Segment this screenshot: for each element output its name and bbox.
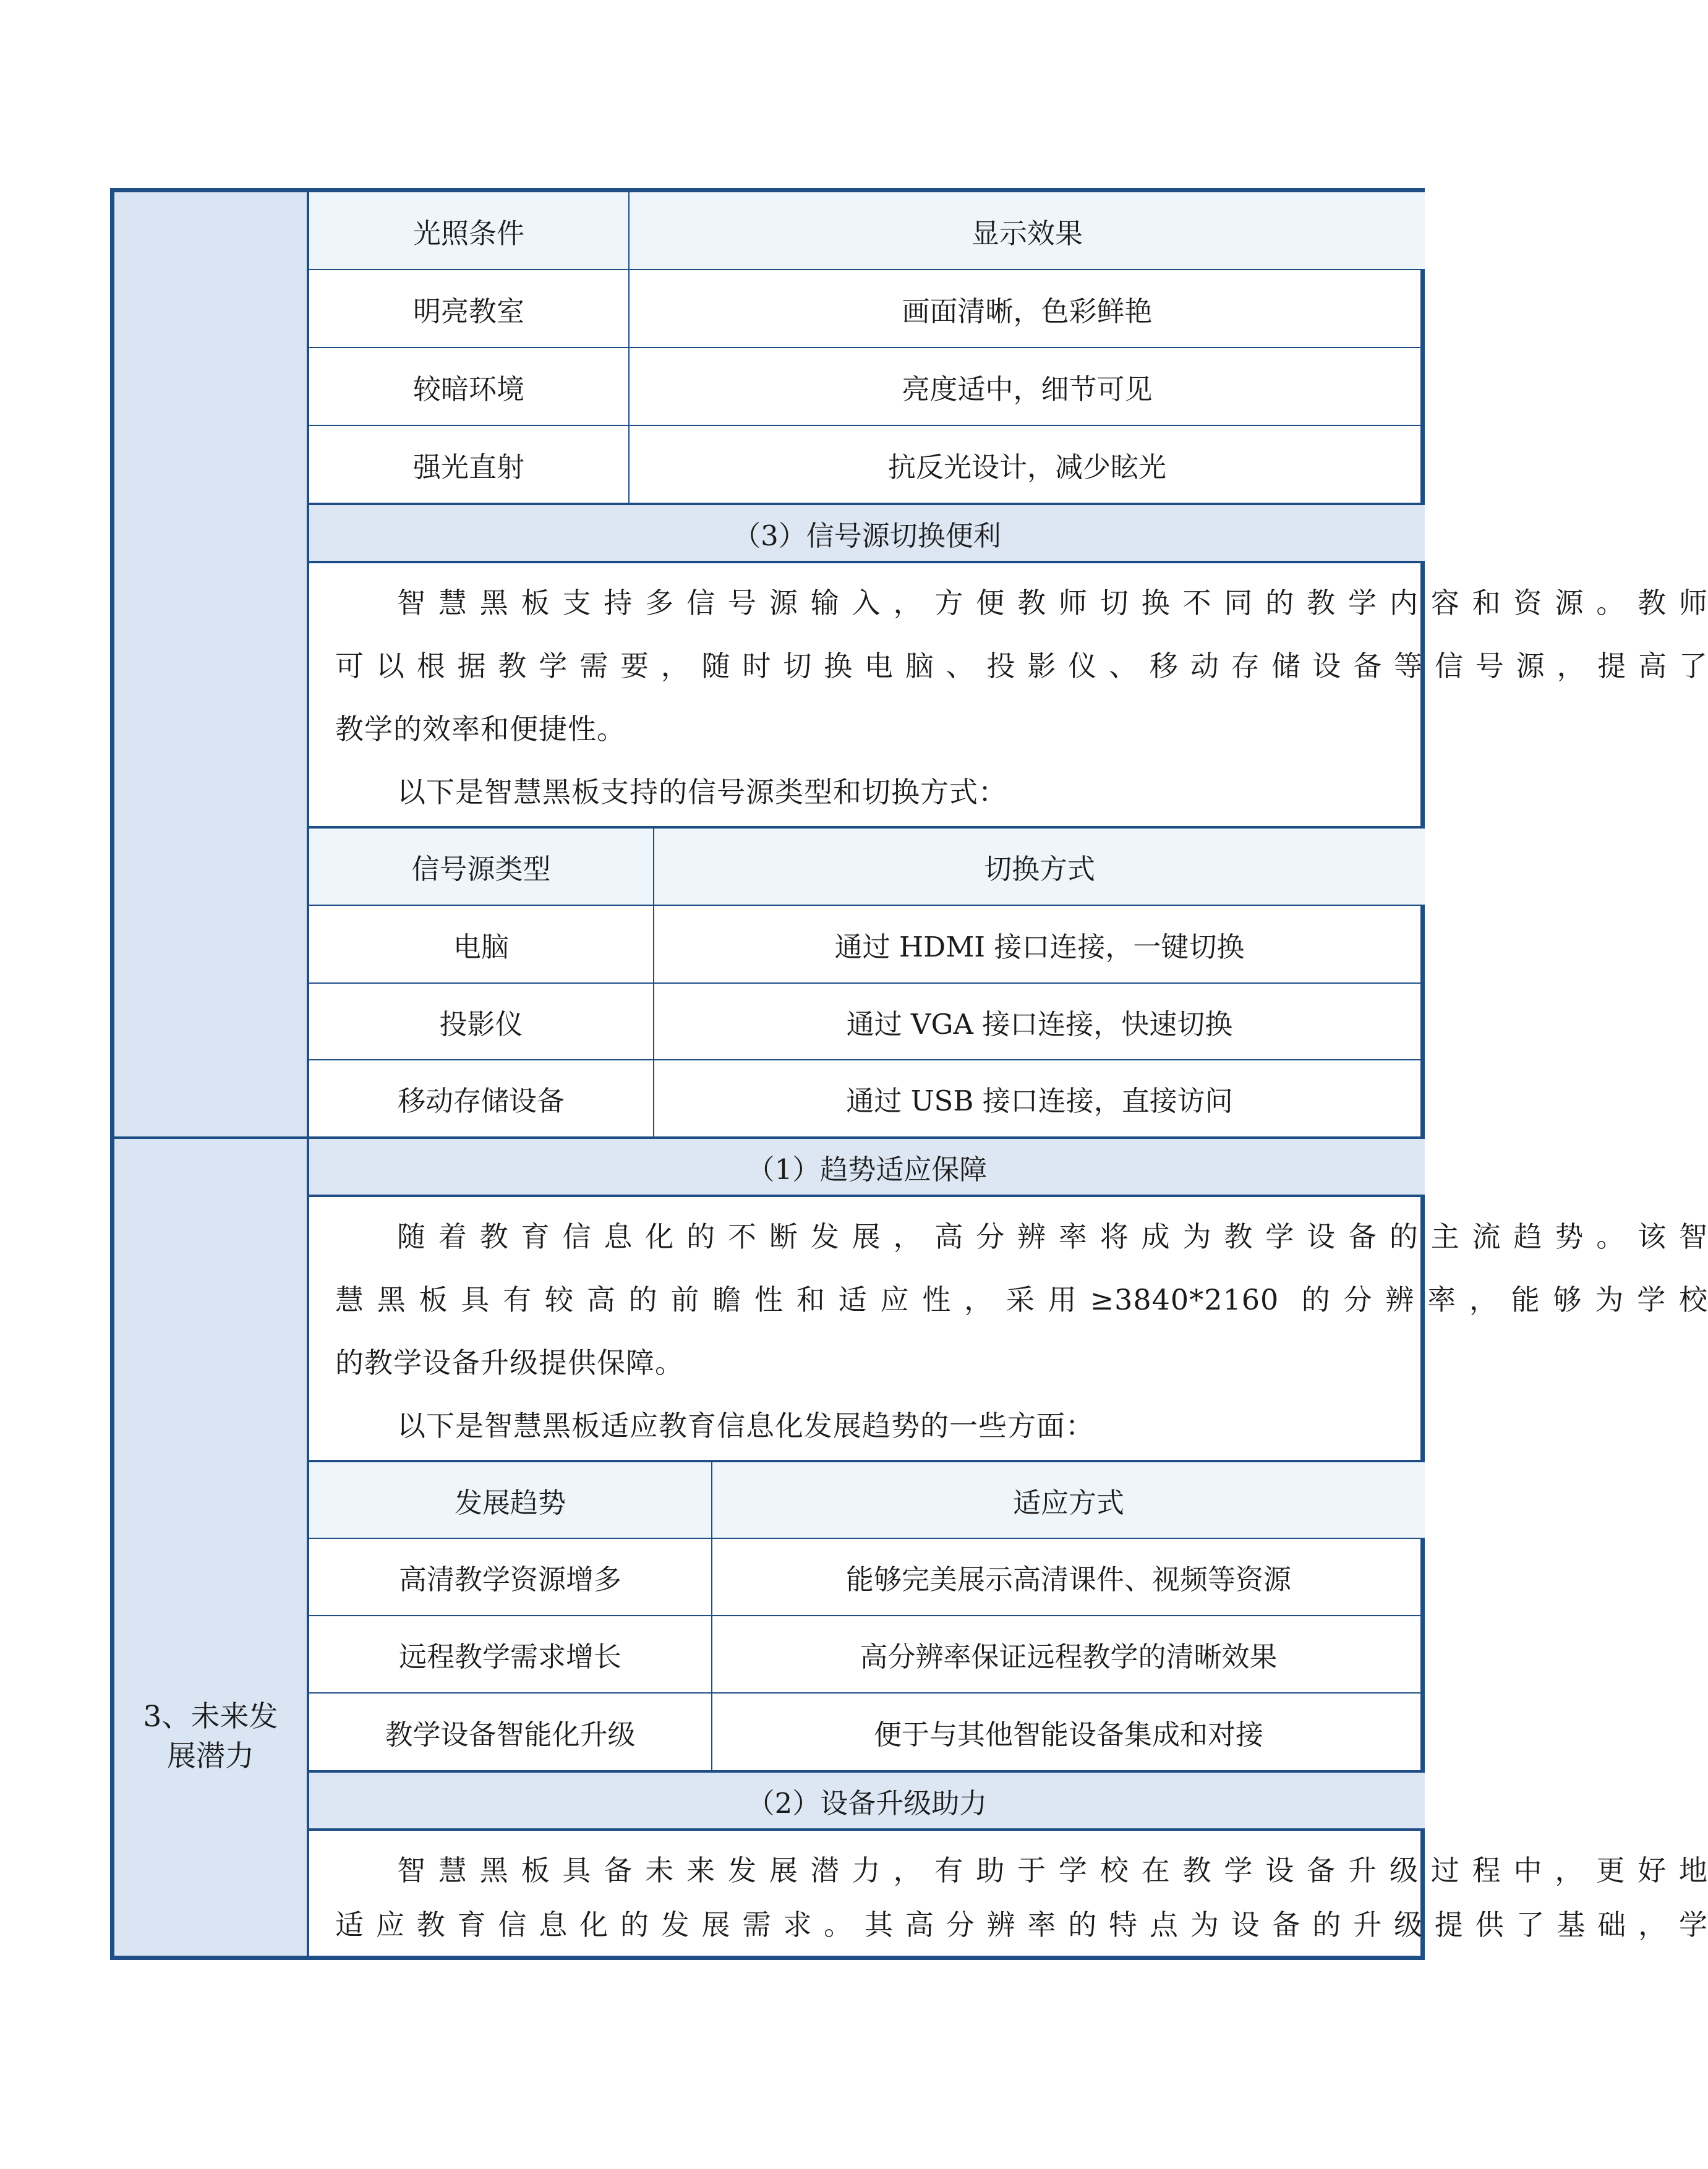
signal-intro: 以下是智慧黑板支持的信号源类型和切换方式： <box>397 775 1007 809</box>
trend-row3-adaptation: 便于与其他智能设备集成和对接 <box>873 1718 1263 1751</box>
document-table <box>110 188 1708 1960</box>
lighting-row2-condition: 较暗环境 <box>412 372 524 406</box>
column-divider <box>711 1461 712 1771</box>
trend-paragraph-line3: 的教学设备升级提供保障。 <box>335 1346 684 1379</box>
left-label-column <box>114 192 309 1956</box>
section-label-future-potential-line2: 展潜力 <box>167 1739 254 1773</box>
signal-row1-method: 通过 HDMI 接口连接，一键切换 <box>834 930 1245 963</box>
section-divider <box>309 1195 1420 1197</box>
upgrade-section-title: （2）设备升级助力 <box>309 1773 1425 1828</box>
signal-row3-type: 移动存储设备 <box>397 1084 565 1117</box>
lighting-row1-effect: 画面清晰，色彩鲜艳 <box>902 294 1153 328</box>
lighting-header-effect: 显示效果 <box>630 192 1425 269</box>
lighting-row2-effect: 亮度适中，细节可见 <box>902 372 1153 406</box>
section-divider <box>309 561 1420 563</box>
signal-row2-type: 投影仪 <box>439 1007 523 1041</box>
trend-row1-adaptation: 能够完美展示高清课件、视频等资源 <box>845 1563 1291 1596</box>
signal-paragraph-line1: 智慧黑板支持多信号源输入，方便教师切换不同的教学内容和资源。教师 <box>397 586 1708 620</box>
upgrade-paragraph-line1: 智慧黑板具备未来发展潜力，有助于学校在教学设备升级过程中，更好地 <box>397 1854 1708 1887</box>
trend-row2-adaptation: 高分辨率保证远程教学的清晰效果 <box>860 1640 1278 1673</box>
column-divider <box>628 192 630 504</box>
signal-paragraph-line2: 可以根据教学需要，随时切换电脑、投影仪、移动存储设备等信号源，提高了 <box>335 649 1708 683</box>
signal-row1-type: 电脑 <box>453 930 509 963</box>
trend-section-title: （1）趋势适应保障 <box>309 1139 1425 1195</box>
left-column-divider <box>114 1136 307 1139</box>
signal-paragraph-line3: 教学的效率和便捷性。 <box>335 712 626 746</box>
lighting-row3-effect: 抗反光设计，减少眩光 <box>887 450 1166 484</box>
signal-header-type: 信号源类型 <box>309 829 653 905</box>
trend-row1-trend: 高清教学资源增多 <box>398 1563 621 1596</box>
trend-paragraph-line1: 随着教育信息化的不断发展，高分辨率将成为教学设备的主流趋势。该智 <box>397 1220 1708 1253</box>
signal-section-title: （3）信号源切换便利 <box>309 505 1425 561</box>
trend-paragraph-line2: 慧黑板具有较高的前瞻性和适应性，采用≥3840*2160 的分辨率，能够为学校 <box>335 1283 1708 1316</box>
trend-header-trend: 发展趋势 <box>309 1462 711 1538</box>
trend-intro: 以下是智慧黑板适应教育信息化发展趋势的一些方面： <box>397 1409 1095 1442</box>
column-divider <box>653 827 654 1138</box>
trend-row3-trend: 教学设备智能化升级 <box>385 1718 636 1751</box>
trend-row2-trend: 远程教学需求增长 <box>398 1640 621 1673</box>
signal-row2-method: 通过 VGA 接口连接，快速切换 <box>846 1007 1233 1041</box>
trend-header-adaptation: 适应方式 <box>712 1462 1425 1538</box>
content-column <box>309 192 1708 1956</box>
lighting-row1-condition: 明亮教室 <box>412 294 524 328</box>
lighting-header-condition: 光照条件 <box>309 192 628 269</box>
section-label-future-potential-line1: 3、未来发 <box>143 1700 278 1734</box>
section-divider <box>309 1828 1420 1831</box>
upgrade-paragraph-line2: 适应教育信息化的发展需求。其高分辨率的特点为设备的升级提供了基础，学 <box>335 1908 1708 1941</box>
signal-row3-method: 通过 USB 接口连接，直接访问 <box>846 1084 1233 1117</box>
signal-header-method: 切换方式 <box>654 829 1425 905</box>
lighting-row3-condition: 强光直射 <box>412 450 524 484</box>
